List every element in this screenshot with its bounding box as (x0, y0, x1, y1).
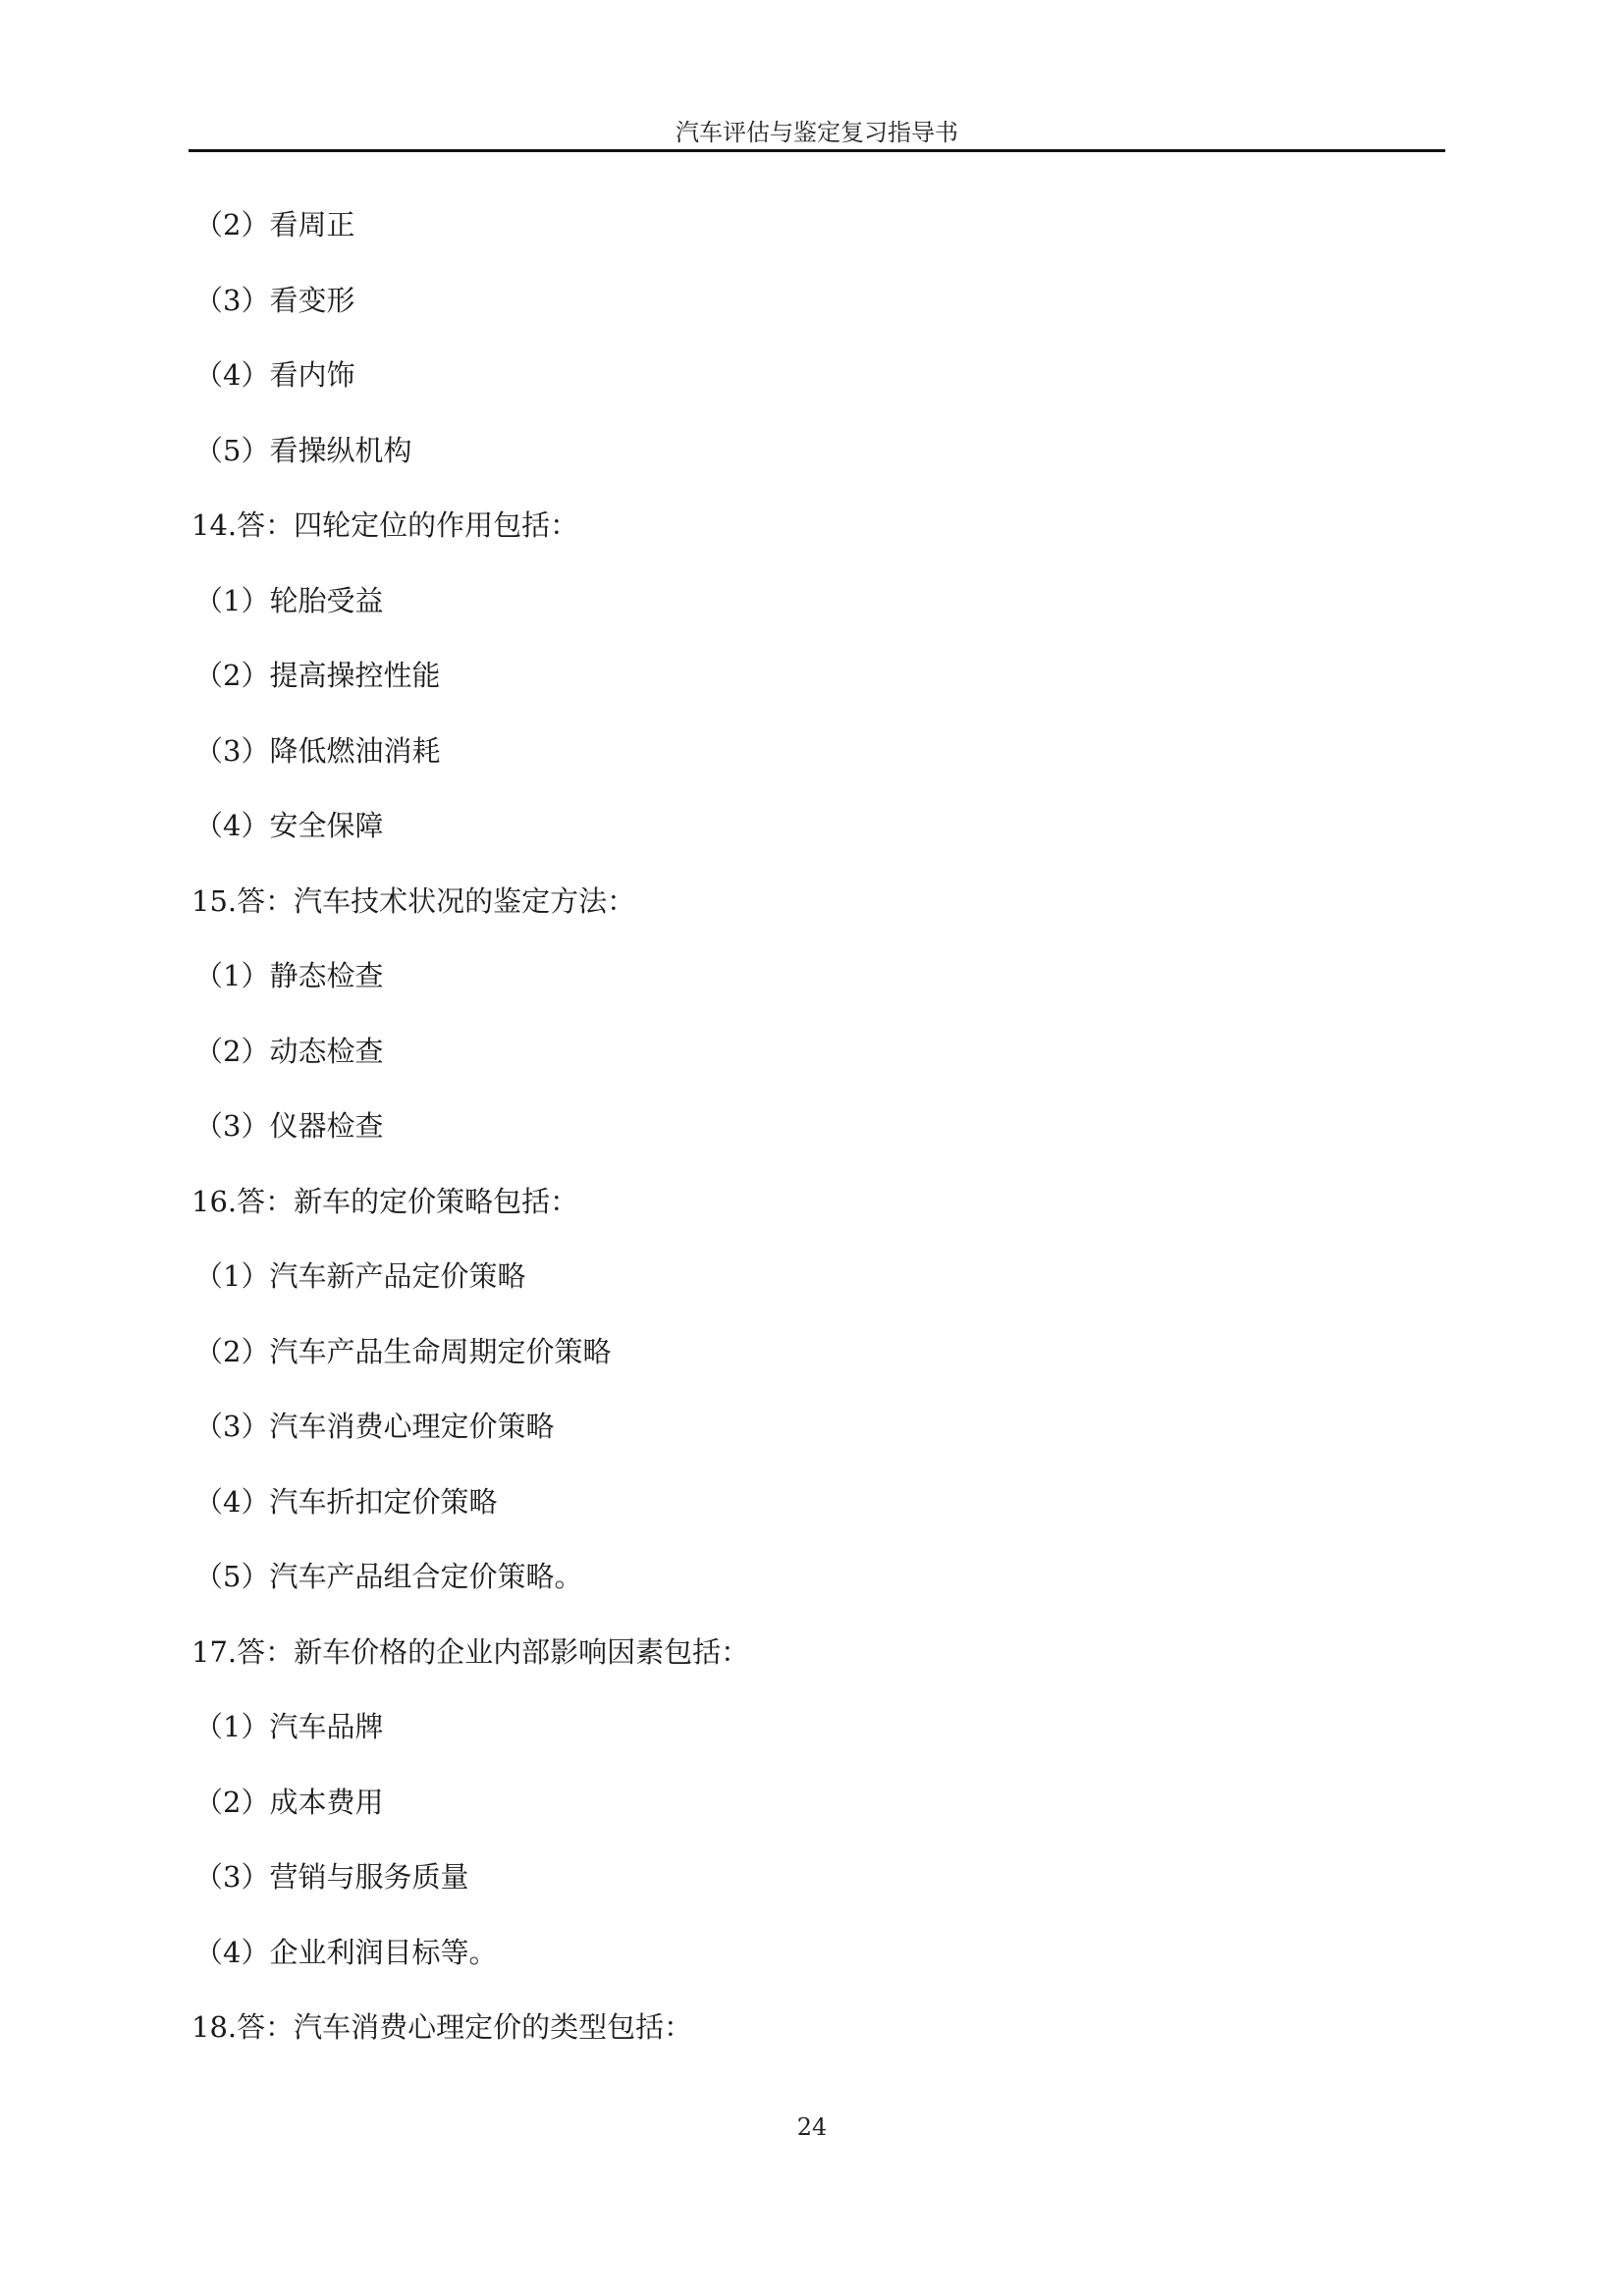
answer-list-item: （3）降低燃油消耗 (194, 733, 441, 768)
answer-list-item: （3）汽车消费心理定价策略 (194, 1410, 555, 1443)
answer-list-item: （1）汽车新产品定价策略 (194, 1259, 526, 1293)
answer-list-item: （2）成本费用 (194, 1785, 384, 1819)
answer-list-item: （3）营销与服务质量 (194, 1860, 469, 1894)
answer-list-item: （1）静态检查 (194, 959, 384, 992)
page-body (191, 196, 1448, 2074)
answer-list-item: （4）安全保障 (194, 809, 384, 842)
answer-list-item: （3）看变形 (194, 283, 355, 317)
answer-list-item: （4）企业利润目标等。 (194, 1935, 498, 1969)
answer-list-item: （2）汽车产品生命周期定价策略 (194, 1334, 612, 1368)
answer-list-item: （1）轮胎受益 (194, 583, 384, 617)
answer-list-item: （4）汽车折扣定价策略 (194, 1484, 498, 1519)
answer-list-item: （2）动态检查 (194, 1034, 384, 1068)
answer-list-item: （3）仪器检查 (194, 1109, 384, 1143)
answer-list-item: （2）提高操控性能 (194, 659, 441, 692)
page-number: 24 (796, 2113, 828, 2141)
answer-heading: 14.答：四轮定位的作用包括： (191, 508, 579, 542)
answer-list-item: （5）汽车产品组合定价策略。 (194, 1560, 583, 1593)
answer-list-item: （1）汽车品牌 (194, 1710, 384, 1743)
answer-list-item: （4）看内饰 (194, 358, 355, 392)
answer-heading: 17.答：新车价格的企业内部影响因素包括： (191, 1634, 750, 1669)
answer-list-item: （5）看操纵机构 (194, 433, 412, 467)
answer-list-item: （2）看周正 (194, 208, 355, 241)
answer-heading: 18.答：汽车消费心理定价的类型包括： (191, 2010, 693, 2044)
running-header: 汽车评估与鉴定复习指导书 (676, 119, 958, 146)
header-rule (189, 149, 1445, 152)
answer-heading: 15.答：汽车技术状况的鉴定方法： (191, 883, 636, 918)
answer-heading: 16.答：新车的定价策略包括： (191, 1184, 579, 1218)
